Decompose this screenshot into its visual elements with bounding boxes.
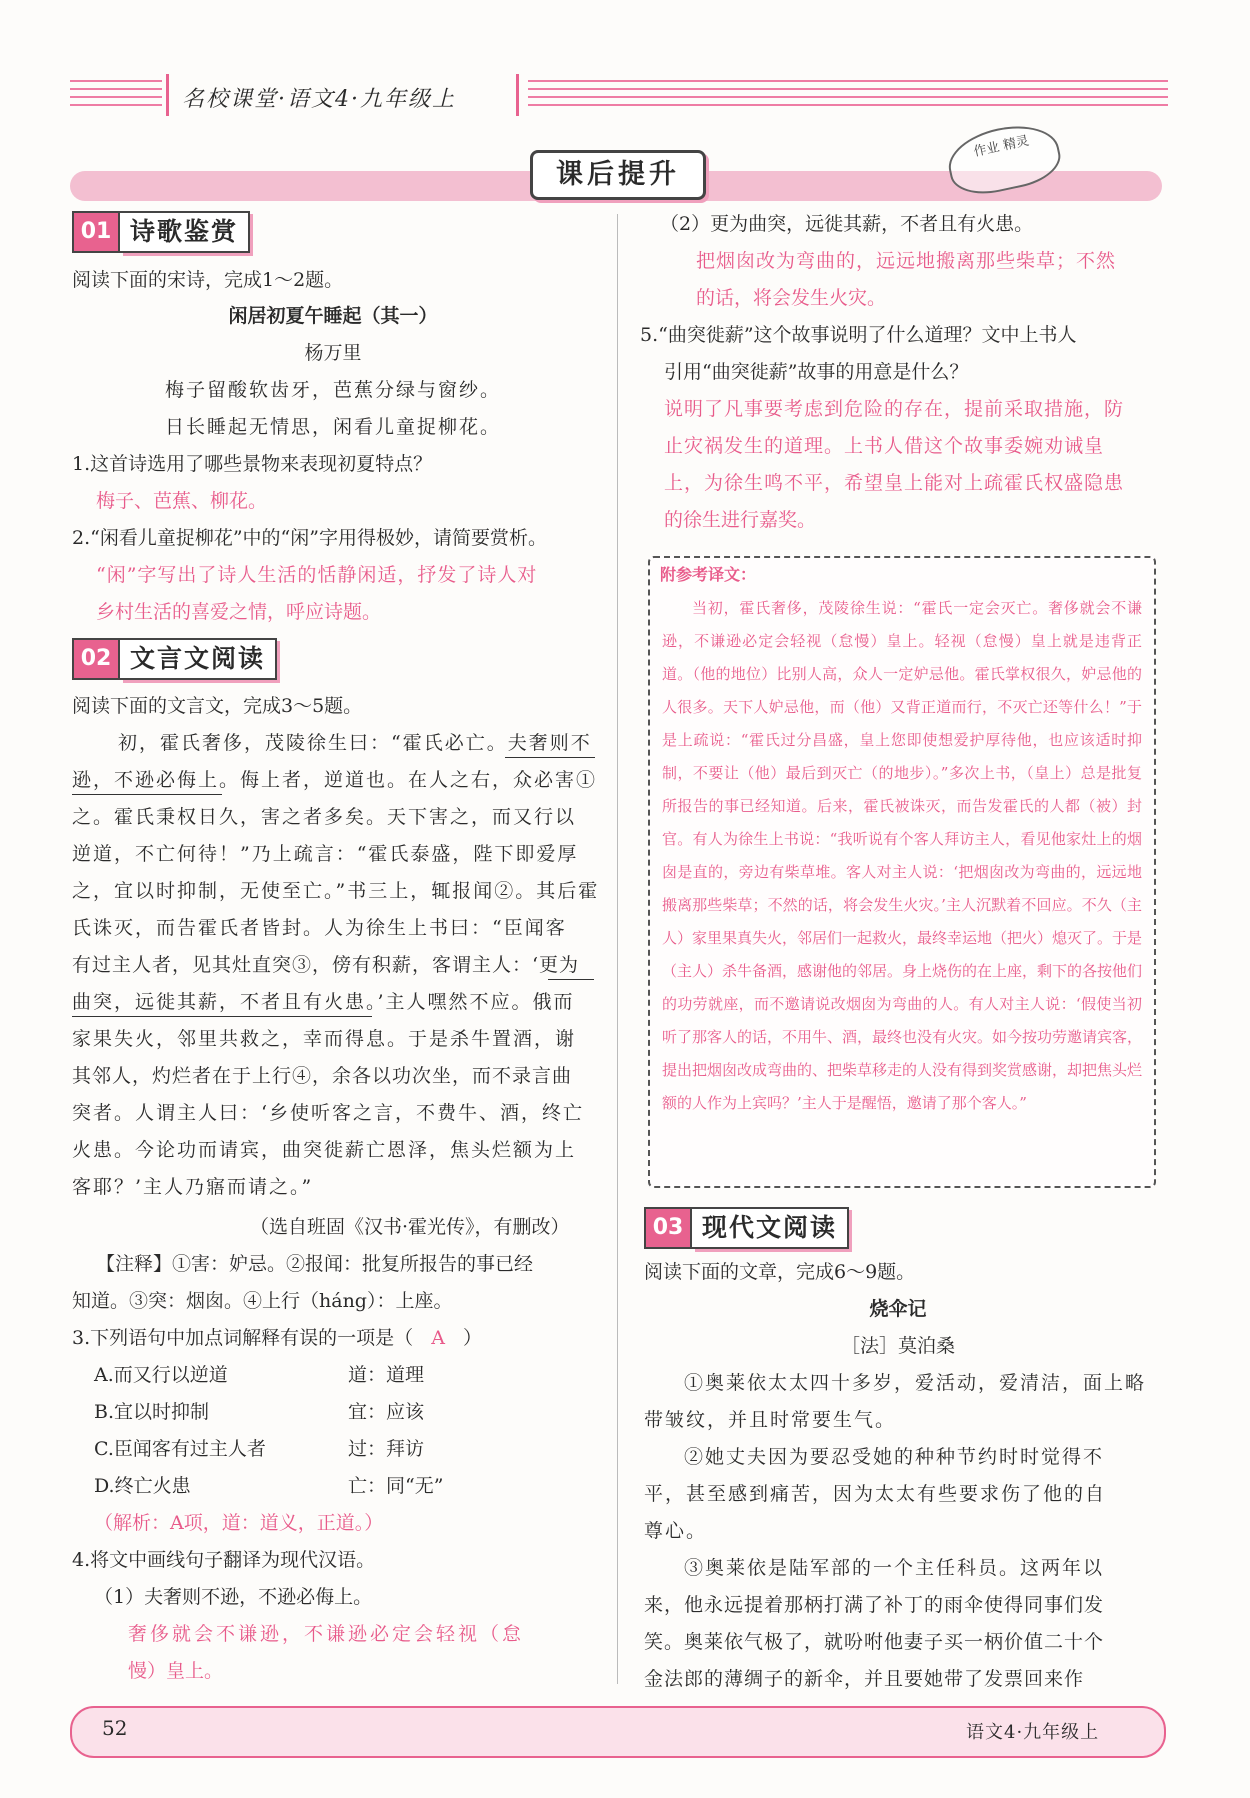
option-c-meaning: 过：拜访 xyxy=(348,1438,425,1460)
underline xyxy=(72,1016,372,1017)
question-4: 4.将文中画线句子翻译为现代汉语。 xyxy=(72,1549,376,1571)
instruction: 阅读下面的文章，完成6～9题。 xyxy=(644,1261,916,1283)
text-line: 之。霍氏秉权日久，害之者多矣。天下害之，而又行以 xyxy=(72,806,577,828)
source: （选自班固《汉书·霍光传》，有删改） xyxy=(250,1216,570,1238)
section-number: 03 xyxy=(644,1207,692,1249)
option-c: C.臣闻客有过主人者 xyxy=(94,1438,266,1460)
question-2: 2.“闲看儿童捉柳花”中的“闲”字用得极妙，请简要赏析。 xyxy=(72,527,547,549)
question-1: 1.这首诗选用了哪些景物来表现初夏特点？ xyxy=(72,453,433,475)
header-rule-right xyxy=(528,80,1168,114)
text-line: 逆道，不亡何待！”乃上疏言：“霍氏泰盛，陛下即爱厚 xyxy=(72,843,579,865)
option-d-meaning: 亡：同“无” xyxy=(348,1475,444,1497)
section-header-modern xyxy=(644,1208,849,1248)
text-line: 其邻人，灼烂者在于上行④，余各以功次坐，而不录言曲 xyxy=(72,1065,573,1087)
footer-label: 语文4·九年级上 xyxy=(966,1722,1100,1743)
answer-2: 乡村生活的喜爱之情，呼应诗题。 xyxy=(96,601,382,623)
text-line: 有过主人者，见其灶直突③，傍有积薪，客谓主人：‘更为 xyxy=(72,954,580,976)
section-header-poetry xyxy=(72,212,250,252)
essay-line: ②她丈夫因为要忍受她的种种节约时时觉得不 xyxy=(684,1446,1105,1468)
answer-4-1: 奢侈就会不谦逊，不谦逊必定会轻视（怠 xyxy=(128,1623,525,1645)
answer-3-explanation: （解析：A项，道：道义，正道。） xyxy=(94,1512,384,1534)
section-header-classical xyxy=(72,639,277,679)
poem-line: 日长睡起无情思，闲看儿童捉柳花。 xyxy=(164,416,501,438)
answer-5: 上，为徐生鸣不平，希望皇上能对上疏霍氏权盛隐患 xyxy=(664,472,1125,494)
text-line: 氏诛灭，而告霍氏者皆封。人为徐生上书曰：“臣闻客 xyxy=(72,917,567,939)
stamp-logo: 作业 精灵 xyxy=(943,117,1065,201)
answer-5: 止灾祸发生的道理。上书人借这个故事委婉劝诫皇 xyxy=(664,435,1105,457)
notes: 知道。③突：烟囱。④上行（háng）：上座。 xyxy=(72,1290,453,1312)
answer-4-2: 的话，将会发生火灾。 xyxy=(696,287,887,309)
underline xyxy=(72,794,222,795)
text-line: 家果失火，邻里共救之，幸而得息。于是杀牛置酒，谢 xyxy=(72,1028,577,1050)
text-line: 突者。人谓主人曰：‘乡使听客之言，不费牛、酒，终亡 xyxy=(72,1102,585,1124)
underline xyxy=(548,979,594,980)
section-name: 现代文阅读 xyxy=(692,1207,849,1249)
underline xyxy=(505,757,595,758)
reference-heading: 附参考译文： xyxy=(660,565,757,584)
answer-5: 说明了凡事要考虑到危险的存在，提前采取措施，防 xyxy=(664,398,1125,420)
instruction: 阅读下面的宋诗，完成1～2题。 xyxy=(72,269,344,291)
section-number: 01 xyxy=(72,211,120,253)
essay-line: 带皱纹，并且时常要生气。 xyxy=(644,1409,897,1431)
banner-title: 课后提升 xyxy=(530,150,706,200)
section-name: 诗歌鉴赏 xyxy=(120,211,250,253)
notes: 【注释】①害：妒忌。②报闻：批复所报告的事已经 xyxy=(96,1253,534,1275)
answer-1: 梅子、芭蕉、柳花。 xyxy=(96,490,268,512)
reference-translation: 当初，霍氏奢侈，茂陵徐生说：“霍氏一定会灭亡。奢侈就会不谦逊，不谦逊必定会轻视（怠慢）皇上。轻视（怠慢）皇上就是违背正道。（他的地位）比别人高，众人一定妒忌他。霍氏掌权很久，妒忌他的人很多。天下人妒忌他，而（他）又背正道而行，不灭亡还等什么！”于是上疏说：“霍氏过分昌盛，皇上您即使想爱护厚待他，也应该适时抑制，不要让（他）最后到灭亡（的地步）。”多次上书，（皇上）总是批复所报告的事已经知道。后来，霍氏被诛灭，而告发霍氏的人都（被）封官。有人为徐生上书说：“我听说有个客人拜访主人，看见他家灶上的烟囱是直的，旁边有柴草堆。客人对主人说：‘把烟囱改为弯曲的，远远地搬离那些柴草；不然的话，将会发生火灾。’主人沉默着不回应。不久（主人）家里果真失火，邻居们一起救火，最终幸运地（把火）熄灭了。于是（主人）杀牛备酒，感谢他的邻居。身上烧伤的在上座，剩下的各按他们的功劳就座，而不邀请说改烟囱为弯曲的人。有人对主人说：‘假使当初听了那客人的话，不用牛、酒，最终也没有火灾。如今按功劳邀请宾客，提出把烟囱改成弯曲的、把柴草移走的人没有得到奖赏感谢，却把焦头烂额的人作为上宾吗？’主人于是醒悟，邀请了那个客人。” xyxy=(662,599,1143,1112)
essay-line: 笑。奥莱依气极了，就吩咐他妻子买一柄价值二十个 xyxy=(644,1631,1105,1653)
text-line: 逊，不逊必侮上。侮上者，逆道也。在人之右，众必害① xyxy=(72,769,598,791)
question-4-1: （1）夫奢则不逊，不逊必侮上。 xyxy=(94,1586,373,1608)
text-line: 之，宜以时抑制，无使至亡。”书三上，辄报闻②。其后霍 xyxy=(72,880,600,902)
header-separator xyxy=(516,74,519,116)
poem-line: 梅子留酸软齿牙，芭蕉分绿与窗纱。 xyxy=(164,379,501,401)
option-d: D.终亡火患 xyxy=(94,1475,191,1497)
answer-5: 的徐生进行嘉奖。 xyxy=(664,509,817,531)
instruction: 阅读下面的文言文，完成3～5题。 xyxy=(72,695,363,717)
option-b-meaning: 宜：应该 xyxy=(348,1401,425,1423)
option-b: B.宜以时抑制 xyxy=(94,1401,210,1423)
question-5: 5.“曲突徙薪”这个故事说明了什么道理？文中上书人 xyxy=(640,324,1077,346)
section-name: 文言文阅读 xyxy=(120,638,277,680)
header-title: 名校课堂·语文4·九年级上 xyxy=(182,87,456,112)
option-a: A.而又行以逆道 xyxy=(94,1364,228,1386)
text-line: 火患。今论功而请宾，曲突徙薪亡恩泽，焦头烂额为上 xyxy=(72,1139,577,1161)
essay-line: 平，甚至感到痛苦，因为太太有些要求伤了他的自 xyxy=(644,1483,1107,1505)
text-line: 客耶？’主人乃寤而请之。” xyxy=(72,1176,314,1198)
page-number: 52 xyxy=(102,1716,128,1740)
poem-title: 闲居初夏午睡起（其一） xyxy=(228,305,438,327)
header-separator xyxy=(166,74,169,116)
header-rule-left xyxy=(70,80,162,114)
essay-line: 来，他永远提着那柄打满了补丁的雨伞使得同事们发 xyxy=(644,1594,1105,1616)
question-4-2: （2）更为曲突，远徙其薪，不者且有火患。 xyxy=(660,213,1034,235)
answer-3: A xyxy=(431,1327,445,1349)
essay-line: 尊心。 xyxy=(644,1520,708,1542)
essay-line: ③奥莱依是陆军部的一个主任科员。这两年以 xyxy=(684,1557,1105,1579)
section-number: 02 xyxy=(72,638,120,680)
answer-4-1: 慢）皇上。 xyxy=(128,1660,224,1682)
question-3-end: ） xyxy=(462,1327,482,1349)
text-line: 初，霍氏奢侈，茂陵徐生曰：“霍氏必亡。夫奢则不 xyxy=(118,732,592,754)
option-a-meaning: 道：道理 xyxy=(348,1364,425,1386)
question-5: 引用“曲突徙薪”故事的用意是什么？ xyxy=(664,361,969,383)
question-3 xyxy=(72,1320,482,1357)
column-divider xyxy=(617,214,618,1684)
question-3-text: 3.下列语句中加点词解释有误的一项是（ xyxy=(72,1327,414,1349)
essay-author: ［法］莫泊桑 xyxy=(840,1335,955,1357)
text-line: 曲突，远徙其薪，不者且有火患。’主人嘿然不应。俄而 xyxy=(72,991,575,1013)
answer-2: “闲”字写出了诗人生活的恬静闲适，抒发了诗人对 xyxy=(96,564,538,586)
answer-4-2: 把烟囱改为弯曲的，远远地搬离那些柴草；不然 xyxy=(696,250,1117,272)
poem-author: 杨万里 xyxy=(304,342,362,364)
essay-line: 金法郎的薄绸子的新伞，并且要她带了发票回来作 xyxy=(644,1668,1085,1690)
essay-title: 烧伞记 xyxy=(869,1298,927,1320)
essay-line: ①奥莱依太太四十多岁，爱活动，爱清洁，面上略 xyxy=(684,1372,1147,1394)
